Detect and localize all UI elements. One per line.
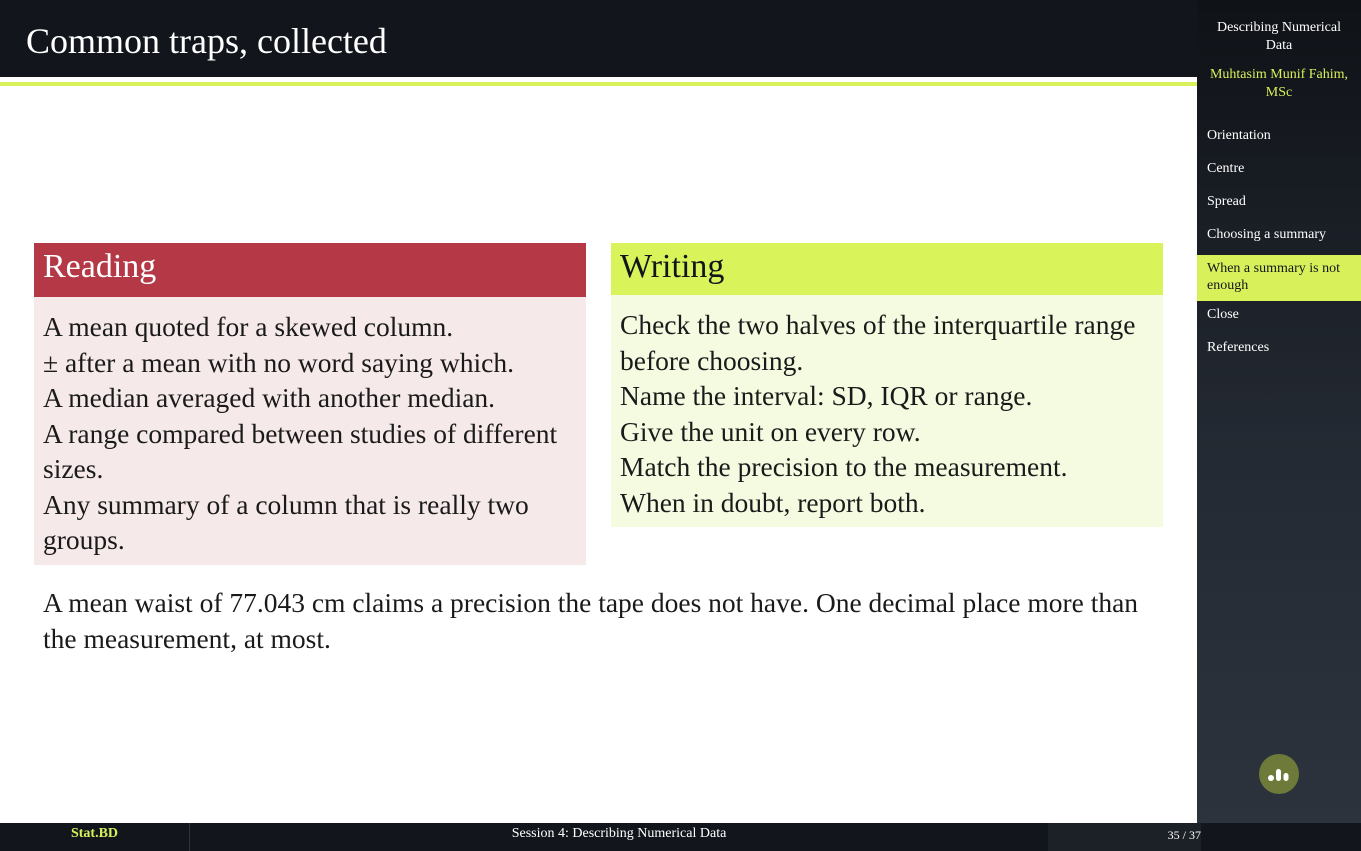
header-accent-rule [0, 82, 1197, 86]
writing-block [611, 243, 1163, 527]
writing-block-title: Writing [611, 243, 1163, 295]
sidebar-author: Muhtasim Munif Fahim, MSc [1209, 67, 1349, 100]
writing-line: Match the precision to the measurement. [620, 451, 1068, 482]
sidebar-item-spread[interactable]: Spread [1207, 194, 1246, 209]
writing-line: Name the interval: SD, IQR or range. [620, 380, 1033, 411]
sidebar-item-orientation[interactable]: Orientation [1207, 128, 1271, 143]
writing-block-body [611, 295, 1163, 530]
writing-line: When in doubt, report both. [620, 486, 926, 518]
sidebar-presentation-title[interactable]: Describing Numerical Data [1216, 20, 1341, 53]
reading-line: A median averaged with another median. [43, 382, 496, 413]
sidebar-item-choosing-a-summary[interactable]: Choosing a summary [1207, 227, 1326, 242]
sidebar-item-references[interactable]: References [1207, 340, 1270, 355]
reading-line: ± after a mean with no word saying which. [43, 346, 515, 378]
reading-block [34, 243, 586, 565]
footer-session-title: Session 4: Describing Numerical Data [511, 826, 727, 841]
reading-block-body [34, 297, 586, 568]
sidebar-item-when-a-summary-is-not-enough[interactable]: When a summary is not enough [1197, 255, 1361, 301]
slide-footer [0, 823, 1361, 851]
sidebar-item-centre[interactable]: Centre [1207, 161, 1245, 176]
reading-block-title: Reading [34, 243, 586, 297]
reading-line: A mean quoted for a skewed column. [43, 311, 454, 342]
sidebar-nav [1197, 124, 1361, 369]
sidebar-item-close[interactable]: Close [1207, 307, 1239, 322]
footer-page-number: 35 / 37 [1048, 823, 1201, 851]
reading-line: Any summary of a column that is really two groups. [43, 488, 529, 555]
footer-brand: Stat.BD [0, 823, 190, 851]
reading-line: A range compared between studies of different sizes. [43, 417, 558, 484]
precision-note: A mean waist of 77.043 cm claims a precision the tape does not have. One decimal place more than the measurement, at most. [43, 587, 1139, 654]
slide-title: Common traps, collected [26, 21, 387, 61]
writing-line: Check the two halves of the interquartile range before choosing. [620, 309, 1136, 376]
writing-line: Give the unit on every row. [620, 415, 921, 447]
bar-chart-logo-icon[interactable] [1259, 754, 1299, 794]
sidebar [1197, 0, 1361, 823]
slide-header [0, 0, 1197, 77]
